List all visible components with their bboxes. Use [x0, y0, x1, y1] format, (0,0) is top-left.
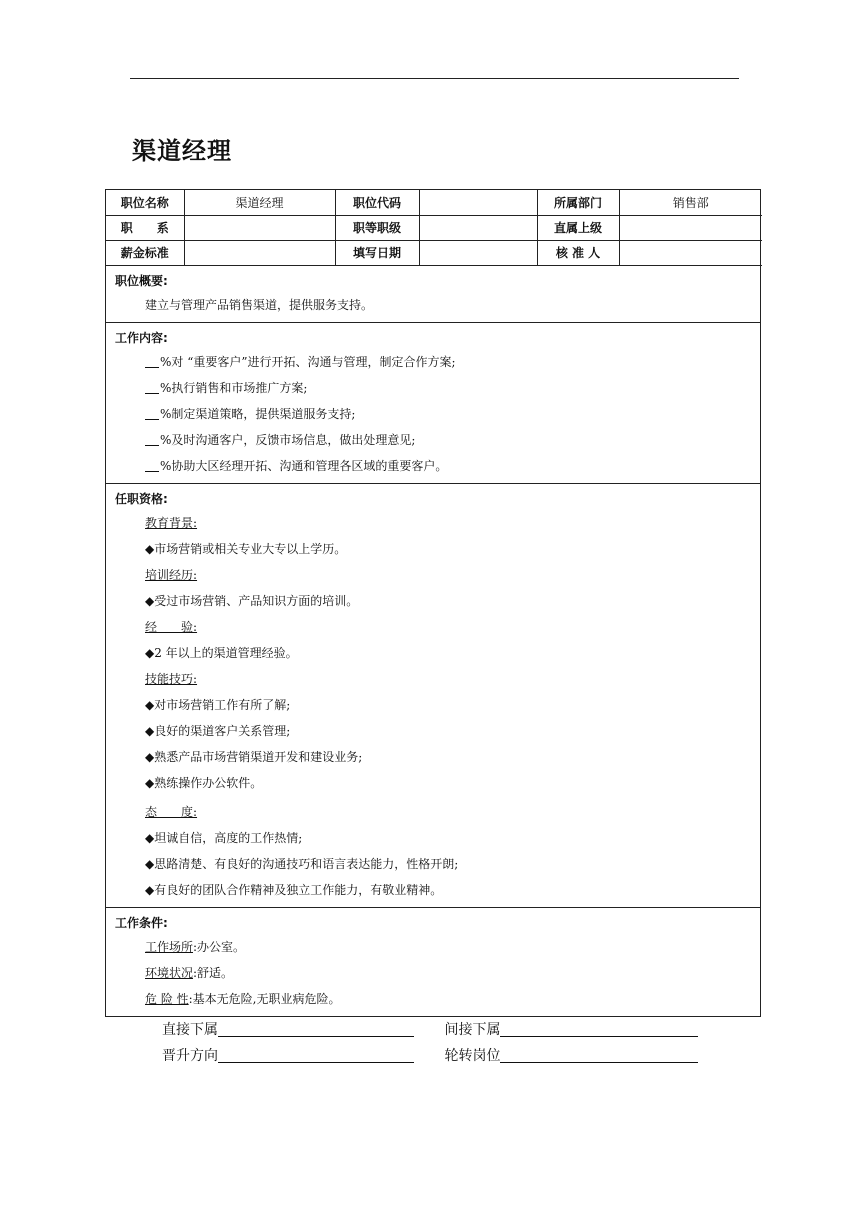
rotation-label: 轮转岗位: [444, 1048, 501, 1064]
qual-item: ◆市场营销或相关专业大专以上学历。: [145, 541, 347, 556]
header-table: [106, 190, 762, 266]
footer-row-1: [162, 1019, 698, 1039]
blank-line: [145, 356, 159, 368]
direct-reports-line: [218, 1022, 414, 1037]
condition-item: [115, 986, 760, 1012]
qual-item: ◆熟练操作办公软件。: [145, 775, 263, 790]
header-value: [619, 215, 762, 240]
header-key: 核 准 人: [537, 240, 619, 265]
qual-item: ◆坦诚自信，高度的工作热情;: [145, 830, 303, 845]
condition-value: :舒适。: [193, 965, 234, 980]
header-value: [419, 240, 537, 265]
indirect-reports-line: [500, 1022, 698, 1037]
overview-heading: 职位概要:: [115, 273, 168, 288]
overview-section: [106, 266, 760, 322]
condition-value: :基本无危险,无职业病危险。: [188, 991, 341, 1006]
duty-item: %及时沟通客户，反馈市场信息，做出处理意见;: [115, 427, 760, 453]
header-key: 职位名称: [106, 190, 184, 215]
job-description-form: [105, 189, 761, 1017]
blank-line: [145, 408, 159, 420]
direct-reports-label: 直接下属: [162, 1022, 218, 1038]
header-key: 直属上级: [537, 215, 619, 240]
qualifications-heading: 任职资格:: [115, 491, 168, 506]
header-row: [106, 190, 762, 215]
qual-item: ◆对市场营销工作有所了解;: [145, 697, 291, 712]
qual-item: ◆2 年以上的渠道管理经验。: [145, 645, 298, 660]
condition-label: 工作场所: [145, 939, 194, 954]
condition-value: :办公室。: [193, 939, 246, 954]
qual-group-label: 技能技巧:: [145, 671, 198, 686]
header-key: 填写日期: [335, 240, 419, 265]
promotion-line: [218, 1048, 414, 1063]
qualifications-section: [106, 483, 760, 907]
blank-line: [145, 460, 159, 472]
condition-label: 危 险 性: [145, 991, 189, 1006]
footer-row-2: [162, 1045, 698, 1065]
header-row: [106, 215, 762, 240]
condition-label: 环境状况: [145, 965, 194, 980]
qual-group-label: 教育背景:: [145, 515, 198, 530]
qual-group-label: 经 验:: [145, 619, 198, 634]
top-rule: [130, 78, 739, 79]
qual-item: ◆受过市场营销、产品知识方面的培训。: [145, 593, 359, 608]
qual-item: ◆熟悉产品市场营销渠道开发和建设业务;: [145, 749, 363, 764]
header-key: 职 系: [106, 215, 184, 240]
blank-line: [145, 382, 159, 394]
duty-item: %制定渠道策略，提供渠道服务支持;: [115, 401, 760, 427]
duties-heading: 工作内容:: [115, 330, 168, 345]
indirect-reports-label: 间接下属: [444, 1022, 501, 1038]
header-value: [619, 240, 762, 265]
header-value: [419, 215, 537, 240]
promotion-label: 晋升方向: [162, 1048, 218, 1064]
condition-item: [115, 960, 760, 986]
header-key: 所属部门: [537, 190, 619, 215]
header-key: 职位代码: [335, 190, 419, 215]
rotation-line: [500, 1048, 698, 1063]
header-value: 销售部: [619, 190, 762, 215]
condition-item: [115, 934, 760, 960]
header-key: 薪金标准: [106, 240, 184, 265]
duties-section: [106, 322, 760, 483]
blank-line: [145, 434, 159, 446]
header-value: [184, 240, 335, 265]
header-value: 渠道经理: [184, 190, 335, 215]
qual-item: ◆良好的渠道客户关系管理;: [145, 723, 291, 738]
overview-text: 建立与管理产品销售渠道，提供服务支持。: [145, 297, 374, 312]
qual-group-label: 培训经历:: [145, 567, 198, 582]
header-value: [184, 215, 335, 240]
duty-item: %对 “重要客户”进行开拓、沟通与管理，制定合作方案;: [115, 349, 760, 375]
header-value: [419, 190, 537, 215]
duty-item: %执行销售和市场推广方案;: [115, 375, 760, 401]
duty-item: %协助大区经理开拓、沟通和管理各区域的重要客户。: [115, 453, 760, 479]
page-title: 渠道经理: [132, 137, 232, 165]
header-row: [106, 240, 762, 265]
header-key: 职等职级: [335, 215, 419, 240]
qual-group-label: 态 度:: [145, 804, 198, 819]
conditions-heading: 工作条件:: [115, 915, 168, 930]
qual-item: ◆思路清楚、有良好的沟通技巧和语言表达能力，性格开朗;: [145, 856, 459, 871]
conditions-section: [106, 907, 760, 1016]
qual-item: ◆有良好的团队合作精神及独立工作能力，有敬业精神。: [145, 882, 443, 897]
